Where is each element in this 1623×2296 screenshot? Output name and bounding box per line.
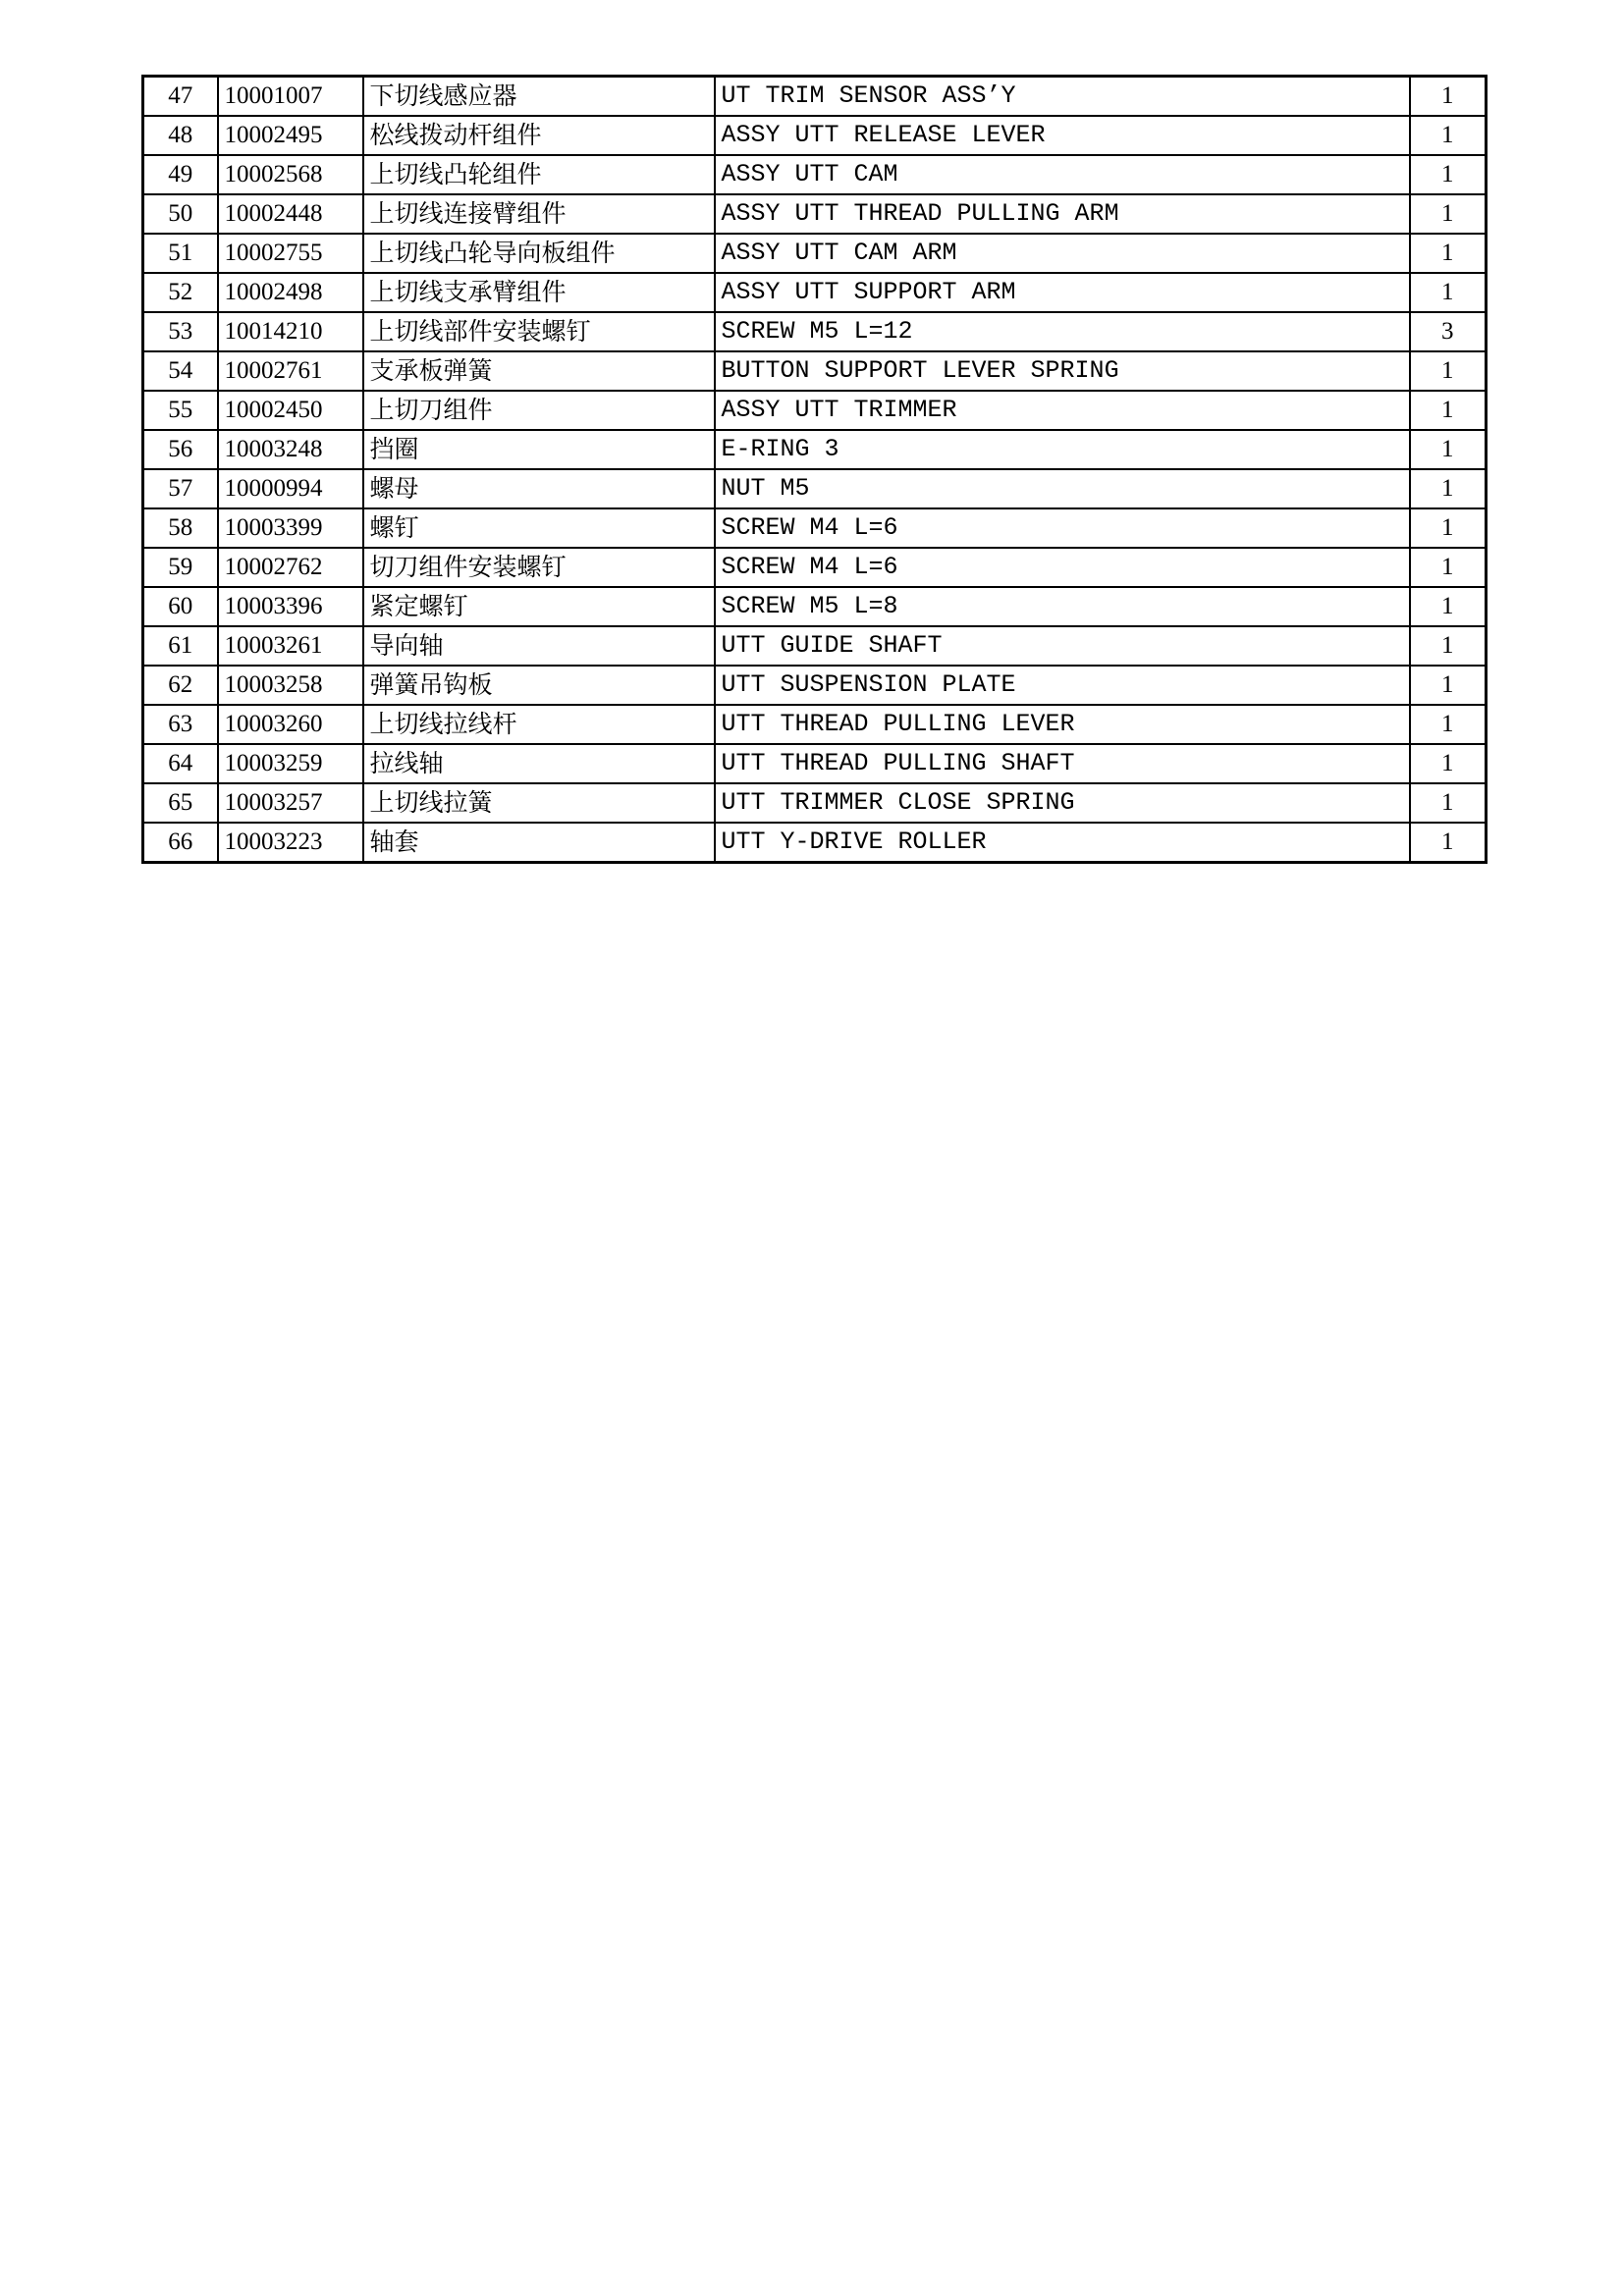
part-code-cell: 10002495 <box>218 116 363 155</box>
part-name-cn-cell: 紧定螺钉 <box>363 587 715 626</box>
part-name-cn-cell: 上切线拉簧 <box>363 783 715 823</box>
table-row <box>143 351 1487 391</box>
part-name-cn-cell: 拉线轴 <box>363 744 715 783</box>
table-row <box>143 744 1487 783</box>
part-number-cell: 50 <box>143 194 218 234</box>
part-name-cn-cell: 上切线支承臂组件 <box>363 273 715 312</box>
part-name-en-cell: ASSY UTT SUPPORT ARM <box>715 273 1410 312</box>
part-name-cn-cell: 支承板弹簧 <box>363 351 715 391</box>
table-row <box>143 823 1487 863</box>
part-name-cn-cell: 上切线拉线杆 <box>363 705 715 744</box>
part-code-cell: 10002498 <box>218 273 363 312</box>
part-code-cell: 10014210 <box>218 312 363 351</box>
part-name-cn-cell: 螺母 <box>363 469 715 508</box>
quantity-cell: 1 <box>1410 469 1487 508</box>
part-name-cn-cell: 轴套 <box>363 823 715 863</box>
quantity-cell: 1 <box>1410 77 1487 117</box>
part-name-cn-cell: 松线拨动杆组件 <box>363 116 715 155</box>
parts-table-body <box>143 77 1487 863</box>
part-number-cell: 65 <box>143 783 218 823</box>
part-code-cell: 10003261 <box>218 626 363 666</box>
quantity-cell: 1 <box>1410 194 1487 234</box>
part-name-en-cell: ASSY UTT CAM ARM <box>715 234 1410 273</box>
part-number-cell: 53 <box>143 312 218 351</box>
quantity-cell: 1 <box>1410 823 1487 863</box>
part-name-en-cell: ASSY UTT TRIMMER <box>715 391 1410 430</box>
quantity-cell: 1 <box>1410 391 1487 430</box>
part-name-en-cell: UT TRIM SENSOR ASS’Y <box>715 77 1410 117</box>
part-code-cell: 10002448 <box>218 194 363 234</box>
part-code-cell: 10002568 <box>218 155 363 194</box>
part-code-cell: 10002761 <box>218 351 363 391</box>
part-name-en-cell: ASSY UTT CAM <box>715 155 1410 194</box>
table-row <box>143 666 1487 705</box>
table-row <box>143 312 1487 351</box>
table-row <box>143 391 1487 430</box>
part-number-cell: 47 <box>143 77 218 117</box>
table-row <box>143 626 1487 666</box>
part-code-cell: 10003399 <box>218 508 363 548</box>
part-number-cell: 66 <box>143 823 218 863</box>
part-number-cell: 48 <box>143 116 218 155</box>
part-code-cell: 10002762 <box>218 548 363 587</box>
part-name-en-cell: SCREW M5 L=12 <box>715 312 1410 351</box>
part-code-cell: 10003260 <box>218 705 363 744</box>
part-name-cn-cell: 导向轴 <box>363 626 715 666</box>
part-name-en-cell: E-RING 3 <box>715 430 1410 469</box>
table-row <box>143 273 1487 312</box>
part-name-en-cell: BUTTON SUPPORT LEVER SPRING <box>715 351 1410 391</box>
quantity-cell: 3 <box>1410 312 1487 351</box>
part-name-en-cell: UTT THREAD PULLING SHAFT <box>715 744 1410 783</box>
part-name-cn-cell: 螺钉 <box>363 508 715 548</box>
quantity-cell: 1 <box>1410 273 1487 312</box>
quantity-cell: 1 <box>1410 626 1487 666</box>
part-code-cell: 10003257 <box>218 783 363 823</box>
quantity-cell: 1 <box>1410 666 1487 705</box>
part-code-cell: 10003258 <box>218 666 363 705</box>
part-number-cell: 63 <box>143 705 218 744</box>
part-name-en-cell: SCREW M4 L=6 <box>715 548 1410 587</box>
part-number-cell: 56 <box>143 430 218 469</box>
part-number-cell: 60 <box>143 587 218 626</box>
part-name-en-cell: UTT TRIMMER CLOSE SPRING <box>715 783 1410 823</box>
part-name-cn-cell: 上切线部件安装螺钉 <box>363 312 715 351</box>
part-number-cell: 58 <box>143 508 218 548</box>
table-row <box>143 783 1487 823</box>
table-row <box>143 77 1487 117</box>
part-number-cell: 55 <box>143 391 218 430</box>
part-name-en-cell: NUT M5 <box>715 469 1410 508</box>
table-row <box>143 508 1487 548</box>
part-number-cell: 62 <box>143 666 218 705</box>
part-number-cell: 52 <box>143 273 218 312</box>
part-code-cell: 10000994 <box>218 469 363 508</box>
part-code-cell: 10002755 <box>218 234 363 273</box>
table-row <box>143 469 1487 508</box>
quantity-cell: 1 <box>1410 548 1487 587</box>
part-name-en-cell: UTT THREAD PULLING LEVER <box>715 705 1410 744</box>
parts-table <box>141 75 1488 864</box>
part-number-cell: 57 <box>143 469 218 508</box>
quantity-cell: 1 <box>1410 705 1487 744</box>
part-code-cell: 10001007 <box>218 77 363 117</box>
table-row <box>143 548 1487 587</box>
quantity-cell: 1 <box>1410 116 1487 155</box>
part-name-en-cell: SCREW M5 L=8 <box>715 587 1410 626</box>
table-row <box>143 705 1487 744</box>
part-name-cn-cell: 切刀组件安装螺钉 <box>363 548 715 587</box>
part-name-cn-cell: 上切线连接臂组件 <box>363 194 715 234</box>
quantity-cell: 1 <box>1410 587 1487 626</box>
part-number-cell: 59 <box>143 548 218 587</box>
quantity-cell: 1 <box>1410 783 1487 823</box>
table-row <box>143 116 1487 155</box>
part-code-cell: 10003248 <box>218 430 363 469</box>
part-code-cell: 10003396 <box>218 587 363 626</box>
part-name-en-cell: UTT Y-DRIVE ROLLER <box>715 823 1410 863</box>
part-code-cell: 10002450 <box>218 391 363 430</box>
part-name-cn-cell: 下切线感应器 <box>363 77 715 117</box>
quantity-cell: 1 <box>1410 430 1487 469</box>
part-name-en-cell: UTT GUIDE SHAFT <box>715 626 1410 666</box>
part-number-cell: 61 <box>143 626 218 666</box>
part-name-cn-cell: 上切线凸轮组件 <box>363 155 715 194</box>
part-name-en-cell: SCREW M4 L=6 <box>715 508 1410 548</box>
table-row <box>143 430 1487 469</box>
part-name-cn-cell: 挡圈 <box>363 430 715 469</box>
part-name-cn-cell: 上切刀组件 <box>363 391 715 430</box>
quantity-cell: 1 <box>1410 234 1487 273</box>
table-row <box>143 587 1487 626</box>
part-name-cn-cell: 上切线凸轮导向板组件 <box>363 234 715 273</box>
table-row <box>143 155 1487 194</box>
table-row <box>143 234 1487 273</box>
table-row <box>143 194 1487 234</box>
quantity-cell: 1 <box>1410 351 1487 391</box>
part-code-cell: 10003259 <box>218 744 363 783</box>
part-code-cell: 10003223 <box>218 823 363 863</box>
part-number-cell: 54 <box>143 351 218 391</box>
quantity-cell: 1 <box>1410 155 1487 194</box>
part-name-en-cell: UTT SUSPENSION PLATE <box>715 666 1410 705</box>
quantity-cell: 1 <box>1410 744 1487 783</box>
part-name-en-cell: ASSY UTT RELEASE LEVER <box>715 116 1410 155</box>
part-name-cn-cell: 弹簧吊钩板 <box>363 666 715 705</box>
part-number-cell: 49 <box>143 155 218 194</box>
part-name-en-cell: ASSY UTT THREAD PULLING ARM <box>715 194 1410 234</box>
part-number-cell: 51 <box>143 234 218 273</box>
part-number-cell: 64 <box>143 744 218 783</box>
quantity-cell: 1 <box>1410 508 1487 548</box>
